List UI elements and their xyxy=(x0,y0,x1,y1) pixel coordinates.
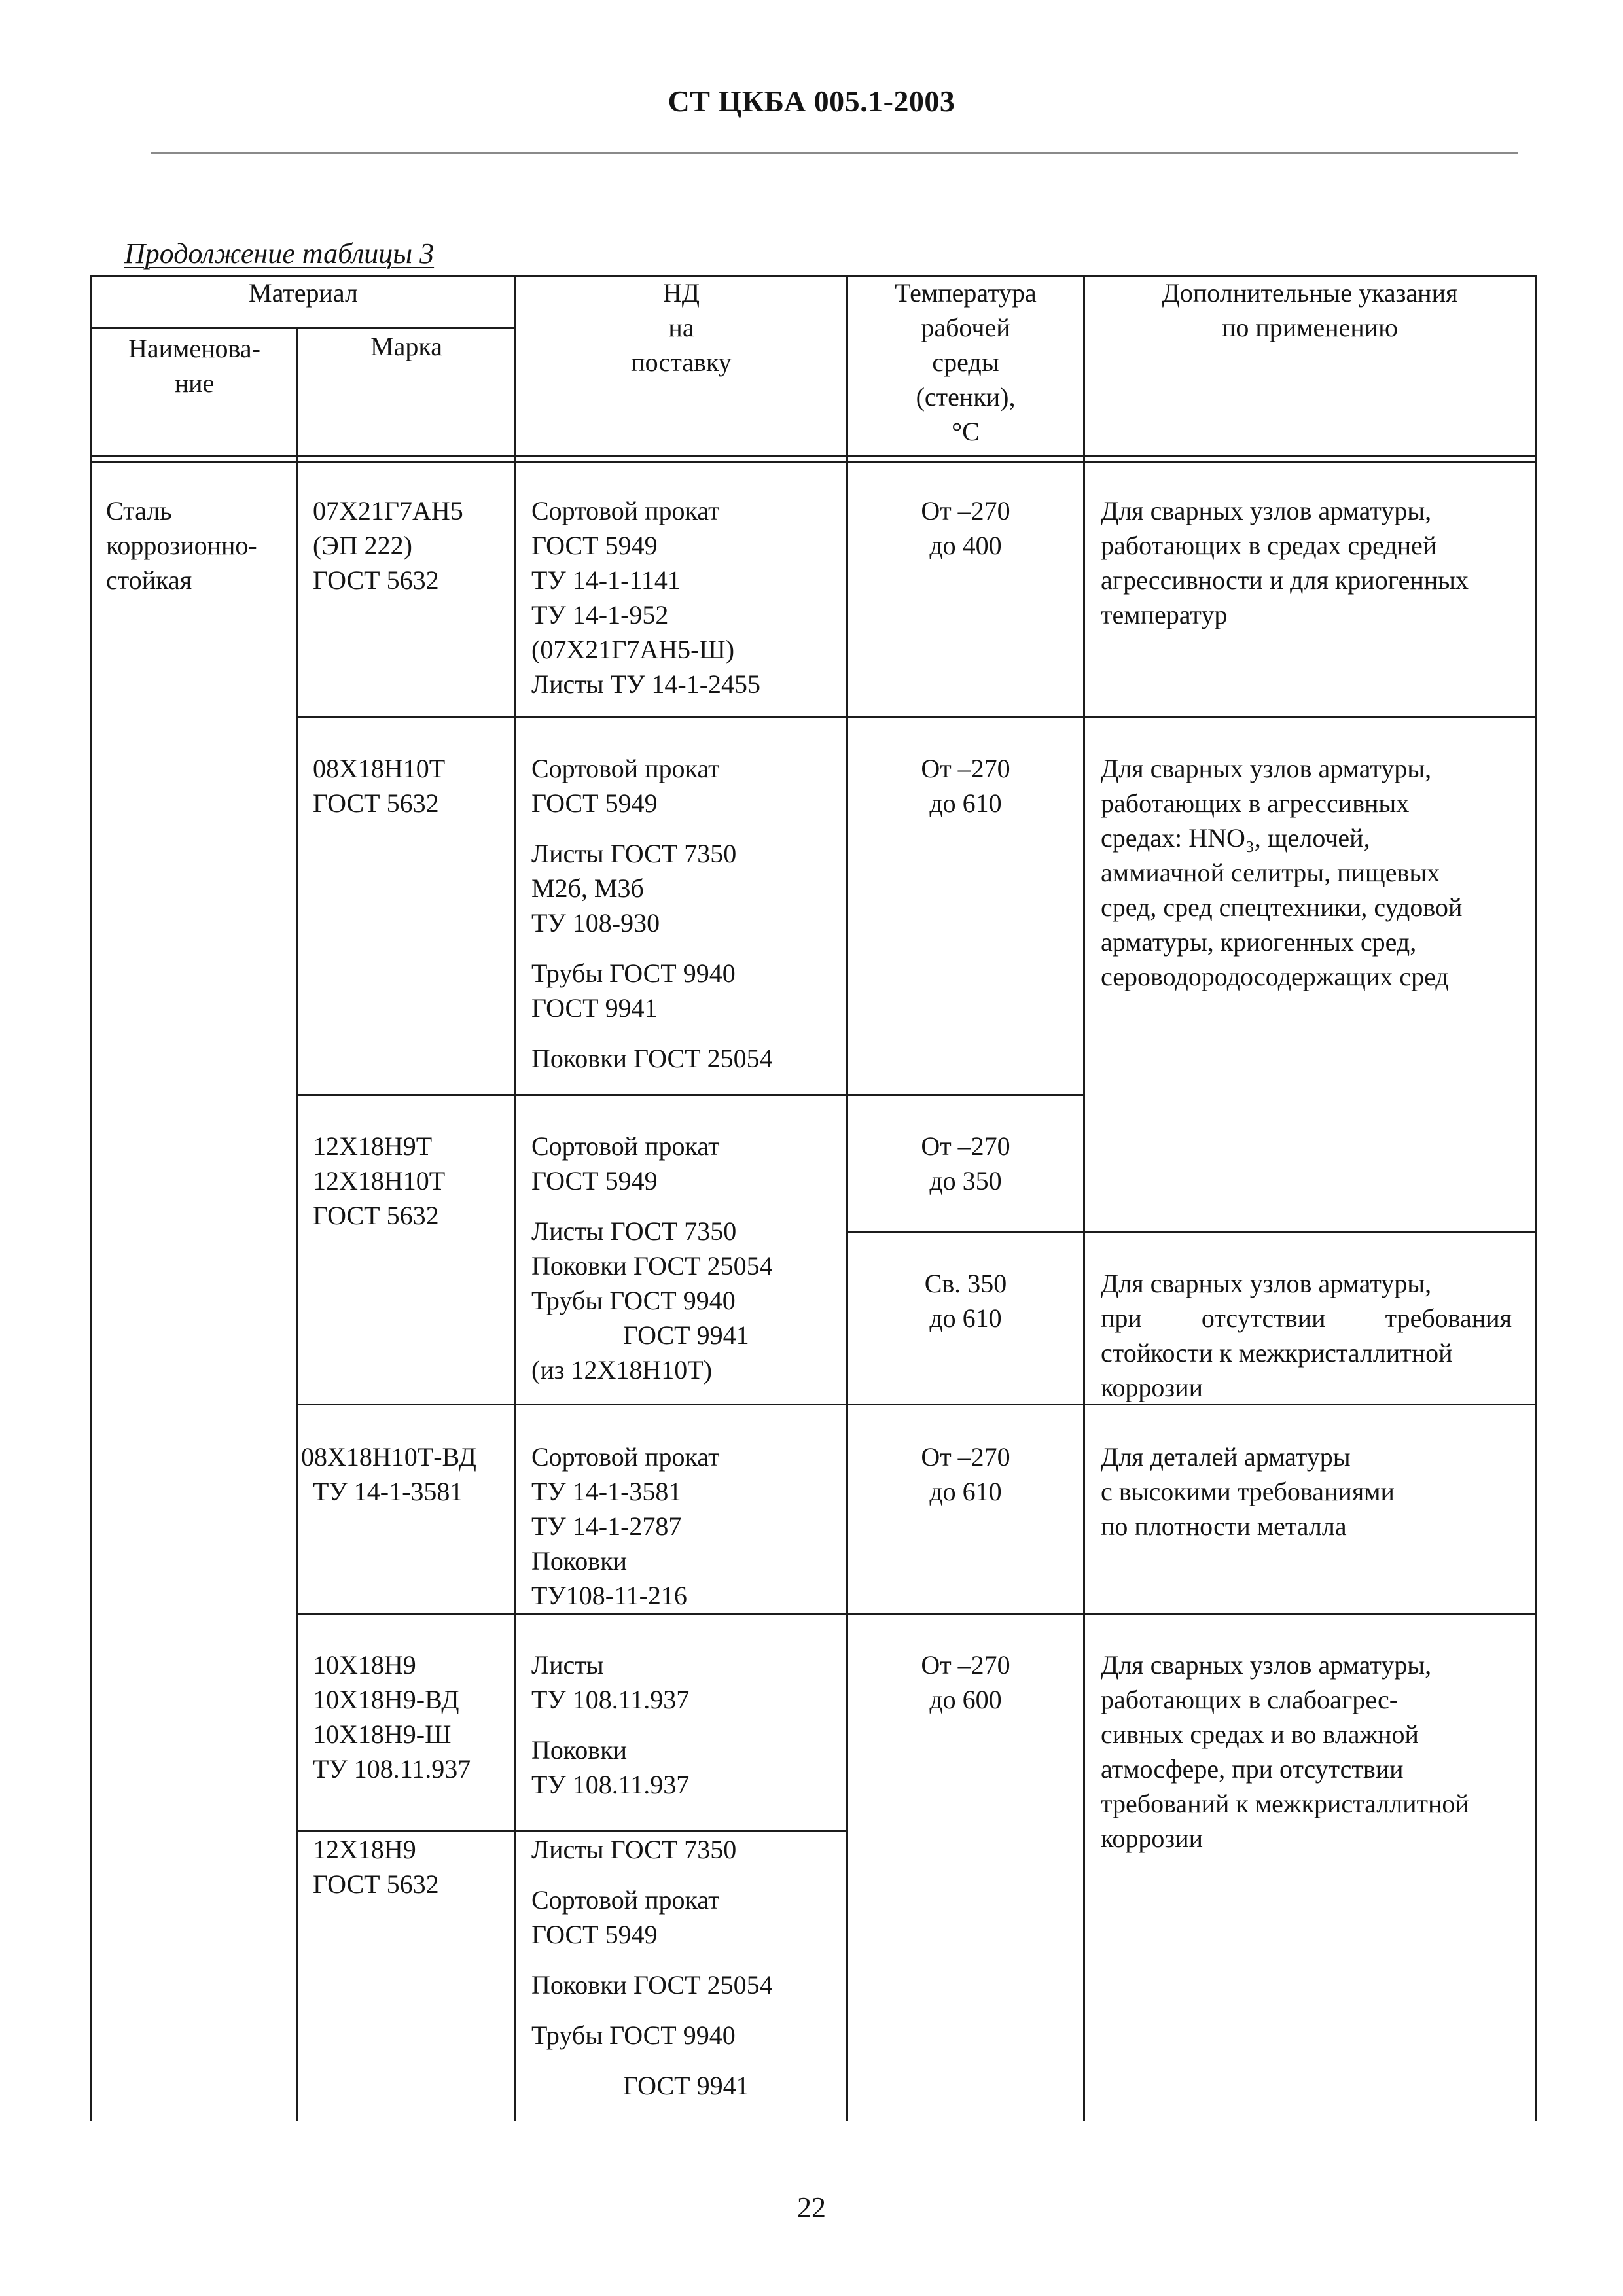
grade-cell: 12Х18Н9 ГОСТ 5632 xyxy=(313,1835,439,1899)
nd-cell: Сортовой прокат ГОСТ 5949 Листы ГОСТ 7350 Поковки ГОСТ 25054 Трубы ГОСТ 9940 ГОСТ 9941 (из 12Х18Н10Т) xyxy=(531,1131,773,1385)
header-bottom-rule-2 xyxy=(90,461,1537,463)
material-name: Сталь коррозионно- стойкая xyxy=(106,496,257,595)
nd-cell: Сортовой прокат ГОСТ 5949 Листы ГОСТ 7350 М2б, М3б ТУ 108-930 Трубы ГОСТ 9940 ГОСТ 9941 Поковки ГОСТ 25054 xyxy=(531,754,773,1073)
header-notes: Дополнительные указания по применению xyxy=(1162,278,1458,342)
temp-split-rule xyxy=(846,1231,1537,1233)
header-material: Материал xyxy=(249,278,358,308)
notes-cell: Для деталей арматуры с высокими требованиями по плотности металла xyxy=(1101,1442,1395,1541)
header-temp: Температура рабочей среды (стенки), °С xyxy=(895,278,1037,446)
header-nd: НД на поставку xyxy=(631,278,732,377)
notes-cell: Для сварных узлов арматуры, работающих в средах средней агрессивности и для криогенных температур xyxy=(1101,496,1469,629)
temp-cell: От –270 до 350 xyxy=(921,1131,1010,1195)
temp-cell: От –270 до 610 xyxy=(921,1442,1010,1506)
notes-cell: Для сварных узлов арматуры, при отсутствии требования стойкости к межкристаллитной коррозии xyxy=(1101,1269,1512,1402)
notes-cell: Для сварных узлов арматуры, работающих в агрессивных средах: HNO₃, щелочей, аммиачной селитры, пищевых сред, сред спецтехники, судовой арматуры, криогенных сред, сероводородосодержащих сред xyxy=(1101,754,1463,991)
temp-cell: От –270 до 400 xyxy=(921,496,1010,560)
grade-cell: 10Х18Н9 10Х18Н9-ВД 10Х18Н9-Ш ТУ 108.11.937 xyxy=(313,1650,471,1784)
row-rule-4 xyxy=(296,1613,1537,1615)
header-name: Наименова- ние xyxy=(128,334,260,398)
document-header: СТ ЦКБА 005.1-2003 xyxy=(668,84,955,118)
grade-cell: 08Х18Н10Т-ВД ТУ 14-1-3581 xyxy=(301,1442,476,1506)
col-rule-grade xyxy=(296,327,298,2121)
row-rule-1 xyxy=(296,716,1537,718)
row-rule-2 xyxy=(296,1094,1085,1096)
nd-cell: Листы ГОСТ 7350 Сортовой прокат ГОСТ 5949 Поковки ГОСТ 25054 Трубы ГОСТ 9940 ГОСТ 9941 xyxy=(531,1835,773,2100)
header-grade: Марка xyxy=(370,332,442,361)
grade-cell: 12Х18Н9Т 12Х18Н10Т ГОСТ 5632 xyxy=(313,1131,446,1230)
table-border-right xyxy=(1535,275,1537,2121)
grade-cell: 08Х18Н10Т ГОСТ 5632 xyxy=(313,754,446,818)
grade-cell: 07Х21Г7АН5 (ЭП 222) ГОСТ 5632 xyxy=(313,496,463,595)
table-caption: Продолжение таблицы 3 xyxy=(124,238,435,270)
temp-cell: Св. 350 до 610 xyxy=(924,1269,1007,1333)
page-number: 22 xyxy=(797,2191,826,2223)
col-rule-notes xyxy=(1083,275,1085,2121)
nd-cell: Сортовой прокат ГОСТ 5949 ТУ 14-1-1141 ТУ 14-1-952 (07Х21Г7АН5-Ш) Листы ТУ 14-1-2455 xyxy=(531,496,761,699)
header-rule xyxy=(151,152,1518,154)
notes-cell: Для сварных узлов арматуры, работающих в слабоагрес- сивных средах и во влажной атмосфере, при отсутствии требований к межкристаллитной коррозии xyxy=(1101,1650,1469,1853)
temp-cell: От –270 до 610 xyxy=(921,754,1010,818)
header-bottom-rule xyxy=(90,455,1537,457)
col-rule-nd xyxy=(514,275,516,2121)
temp-cell: От –270 до 600 xyxy=(921,1650,1010,1714)
table-border-left xyxy=(90,275,92,2121)
nd-cell: Листы ТУ 108.11.937 Поковки ТУ 108.11.937 xyxy=(531,1650,690,1799)
nd-cell: Сортовой прокат ТУ 14-1-3581 ТУ 14-1-2787 Поковки ТУ108-11-216 xyxy=(531,1442,720,1610)
